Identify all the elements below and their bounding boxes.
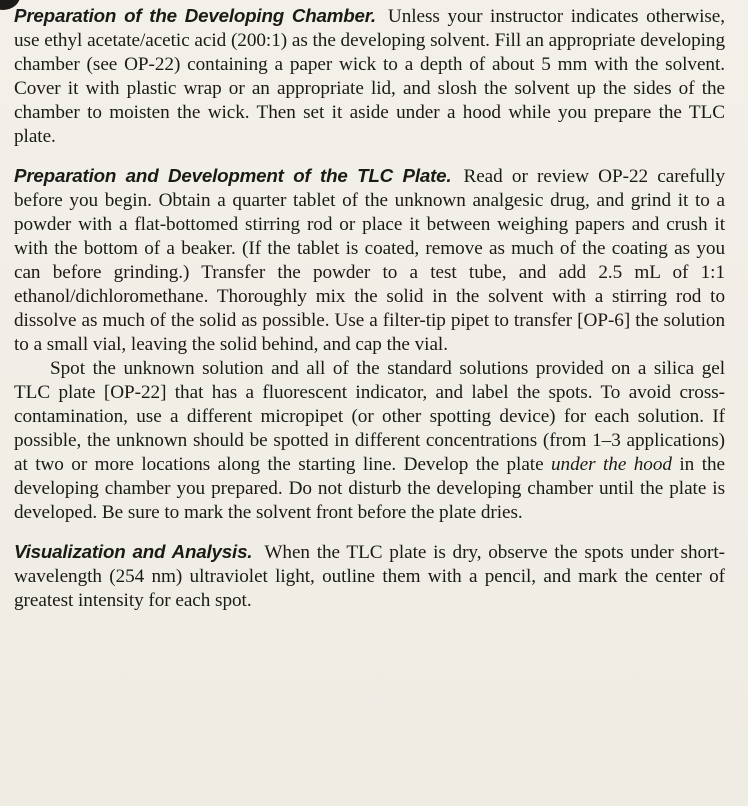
developing-chamber-heading: Preparation of the Developing Chamber. bbox=[14, 5, 376, 26]
tlc-plate-paragraph bbox=[14, 164, 725, 357]
spotting-paragraph bbox=[14, 357, 725, 525]
spotting-text-after: in the developing chamber you prepared. Do not disturb the developing chamber until the plate is developed. Be sure to mark the solvent front before the plate dries. bbox=[14, 454, 725, 523]
tlc-plate-heading: Preparation and Development of the TLC Plate. bbox=[14, 165, 452, 186]
spotting-emphasis: under the hood bbox=[551, 454, 672, 475]
visualization-text: When the TLC plate is dry, observe the spots under short-wavelength (254 nm) ultraviolet light, outline them with a pencil, and mark the center of greatest intensity for each spot. bbox=[14, 542, 725, 611]
visualization-paragraph bbox=[14, 540, 725, 613]
visualization-heading: Visualization and Analysis. bbox=[14, 541, 253, 562]
spotting-text-before: Spot the unknown solution and all of the standard solutions provided on a silica gel TLC plate [OP-22] that has a fluorescent indicator, and label the spots. To avoid cross-contamination, use a different micropipet (or other spotting device) for each solution. If possible, the unknown should be spotted in different concentrations (from 1–3 applications) at two or more locations along the starting line. Develop the plate bbox=[14, 358, 725, 475]
tlc-plate-text: Read or review OP-22 carefully before you begin. Obtain a quarter tablet of the unknown analgesic drug, and grind it to a powder with a flat-bottomed stirring rod or place it between weighing papers and crush it with the bottom of a beaker. (If the tablet is coated, remove as much of the coating as you can before grinding.) Transfer the powder to a test tube, and add 2.5 mL of 1:1 ethanol/dichloromethane. Thoroughly mix the solid in the solvent with a stirring rod to dissolve as much of the solid as possible. Use a filter-tip pipet to transfer [OP-6] the solution to a small vial, leaving the solid behind, and cap the vial. bbox=[14, 166, 725, 355]
developing-chamber-paragraph bbox=[14, 4, 725, 149]
developing-chamber-text: Unless your instructor indicates otherwise, use ethyl acetate/acetic acid (200:1) as the developing solvent. Fill an appropriate developing chamber (see OP-22) containing a paper wick to a depth of about 5 mm with the solvent. Cover it with plastic wrap or an appropriate lid, and slosh the solvent up the sides of the chamber to moisten the wick. Then set it aside under a hood while you prepare the TLC plate. bbox=[14, 6, 725, 147]
document-body bbox=[14, 4, 725, 613]
